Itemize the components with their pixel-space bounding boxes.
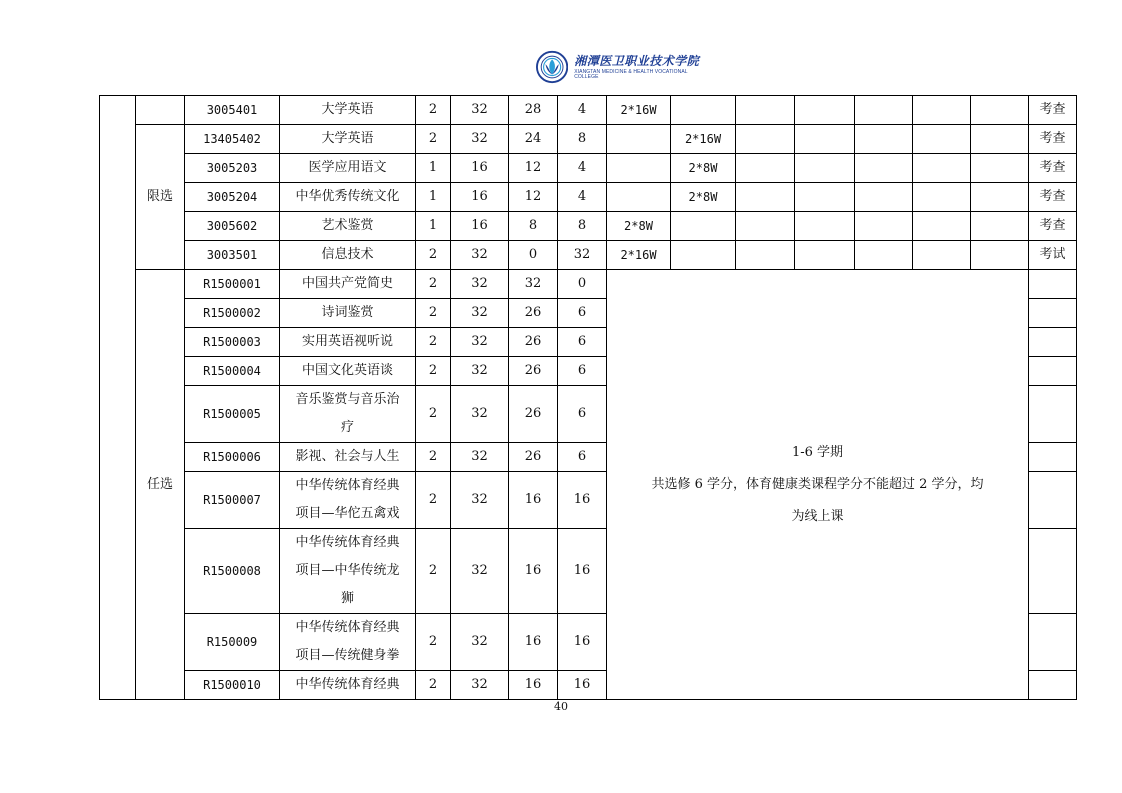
credit-cell: 2 bbox=[416, 299, 451, 328]
hours-cell: 16 bbox=[451, 154, 509, 183]
credit-cell: 2 bbox=[416, 241, 451, 270]
theory-cell: 16 bbox=[509, 671, 558, 700]
course-name: 中国共产党简史 bbox=[280, 270, 416, 299]
theory-cell: 32 bbox=[509, 270, 558, 299]
credit-cell: 1 bbox=[416, 212, 451, 241]
course-name bbox=[280, 614, 416, 671]
hours-cell: 32 bbox=[451, 386, 509, 443]
exam-type-cell bbox=[1029, 299, 1077, 328]
hours-cell: 32 bbox=[451, 357, 509, 386]
extra-cell bbox=[971, 241, 1029, 270]
table-row bbox=[100, 212, 1077, 241]
semester-1-cell: 2*8W bbox=[607, 212, 671, 241]
course-code: R1500002 bbox=[185, 299, 280, 328]
table-row bbox=[100, 96, 1077, 125]
hours-cell: 32 bbox=[451, 125, 509, 154]
table-row bbox=[100, 183, 1077, 212]
course-code: 13405402 bbox=[185, 125, 280, 154]
semester-1-cell bbox=[607, 125, 671, 154]
credit-cell: 1 bbox=[416, 183, 451, 212]
theory-cell: 28 bbox=[509, 96, 558, 125]
semester-3-cell bbox=[736, 241, 795, 270]
practice-cell: 6 bbox=[558, 357, 607, 386]
extra-cell bbox=[971, 125, 1029, 154]
college-name-cn: 湘潭医卫职业技术学院 bbox=[574, 53, 700, 68]
page-number: 40 bbox=[554, 700, 568, 713]
table-row bbox=[100, 154, 1077, 183]
theory-cell: 26 bbox=[509, 357, 558, 386]
course-name-line: 项目—传统健身拳 bbox=[295, 648, 400, 663]
semester-4-cell bbox=[795, 154, 855, 183]
semester-1-cell: 2*16W bbox=[607, 96, 671, 125]
practice-cell: 8 bbox=[558, 212, 607, 241]
hours-cell: 32 bbox=[451, 443, 509, 472]
semester-4-cell bbox=[795, 183, 855, 212]
group-label-renxuan: 任选 bbox=[136, 270, 185, 700]
semester-6-cell bbox=[913, 241, 971, 270]
practice-cell: 8 bbox=[558, 125, 607, 154]
hours-cell: 32 bbox=[451, 96, 509, 125]
theory-cell: 12 bbox=[509, 183, 558, 212]
course-code: 3005401 bbox=[185, 96, 280, 125]
practice-cell: 4 bbox=[558, 183, 607, 212]
semester-5-cell bbox=[855, 96, 913, 125]
semester-5-cell bbox=[855, 212, 913, 241]
exam-type-cell: 考查 bbox=[1029, 183, 1077, 212]
exam-type-cell bbox=[1029, 357, 1077, 386]
semester-6-cell bbox=[913, 212, 971, 241]
semester-1-cell bbox=[607, 154, 671, 183]
credit-cell: 2 bbox=[416, 270, 451, 299]
semester-5-cell bbox=[855, 183, 913, 212]
exam-type-cell bbox=[1029, 386, 1077, 443]
hours-cell: 32 bbox=[451, 472, 509, 529]
theory-cell: 24 bbox=[509, 125, 558, 154]
exam-type-cell bbox=[1029, 529, 1077, 614]
theory-cell: 16 bbox=[509, 614, 558, 671]
extra-cell bbox=[971, 154, 1029, 183]
credit-cell: 2 bbox=[416, 529, 451, 614]
hours-cell: 16 bbox=[451, 183, 509, 212]
hours-cell: 32 bbox=[451, 614, 509, 671]
exam-type-cell: 考查 bbox=[1029, 154, 1077, 183]
practice-cell: 16 bbox=[558, 529, 607, 614]
course-code: R1500003 bbox=[185, 328, 280, 357]
exam-type-cell: 考查 bbox=[1029, 96, 1077, 125]
course-name: 诗词鉴赏 bbox=[280, 299, 416, 328]
semester-5-cell bbox=[855, 154, 913, 183]
college-emblem-icon bbox=[536, 50, 568, 84]
credit-cell: 2 bbox=[416, 357, 451, 386]
course-name: 中国文化英语谈 bbox=[280, 357, 416, 386]
semester-1-cell: 2*16W bbox=[607, 241, 671, 270]
course-table bbox=[99, 95, 1077, 700]
note-line-1: 1-6 学期 bbox=[791, 444, 844, 460]
semester-3-cell bbox=[736, 125, 795, 154]
course-code: R1500008 bbox=[185, 529, 280, 614]
practice-cell: 16 bbox=[558, 614, 607, 671]
theory-cell: 16 bbox=[509, 472, 558, 529]
semester-2-cell bbox=[671, 96, 736, 125]
semester-6-cell bbox=[913, 125, 971, 154]
course-name: 大学英语 bbox=[280, 125, 416, 154]
course-code: 3005203 bbox=[185, 154, 280, 183]
practice-cell: 4 bbox=[558, 154, 607, 183]
course-name: 大学英语 bbox=[280, 96, 416, 125]
extra-cell bbox=[971, 183, 1029, 212]
hours-cell: 32 bbox=[451, 270, 509, 299]
course-name-line: 音乐鉴赏与音乐治 bbox=[295, 392, 400, 407]
credit-cell: 2 bbox=[416, 443, 451, 472]
course-name-line: 项目—华佗五禽戏 bbox=[295, 506, 400, 521]
course-code: R1500005 bbox=[185, 386, 280, 443]
exam-type-cell: 考查 bbox=[1029, 125, 1077, 154]
course-name-line: 项目—中华传统龙 bbox=[295, 563, 400, 578]
semester-5-cell bbox=[855, 125, 913, 154]
credit-cell: 2 bbox=[416, 96, 451, 125]
course-name: 医学应用语文 bbox=[280, 154, 416, 183]
semester-4-cell bbox=[795, 125, 855, 154]
course-name bbox=[280, 472, 416, 529]
exam-type-cell bbox=[1029, 443, 1077, 472]
theory-cell: 16 bbox=[509, 529, 558, 614]
table-row bbox=[100, 270, 1077, 299]
semester-3-cell bbox=[736, 96, 795, 125]
semester-6-cell bbox=[913, 183, 971, 212]
practice-cell: 16 bbox=[558, 472, 607, 529]
course-name-line: 疗 bbox=[340, 420, 354, 435]
exam-type-cell: 考查 bbox=[1029, 212, 1077, 241]
course-name: 影视、社会与人生 bbox=[280, 443, 416, 472]
table-row bbox=[100, 125, 1077, 154]
course-name bbox=[280, 386, 416, 443]
practice-cell: 4 bbox=[558, 96, 607, 125]
theory-cell: 26 bbox=[509, 328, 558, 357]
course-name-line: 中华传统体育经典 bbox=[295, 535, 400, 550]
theory-cell: 26 bbox=[509, 443, 558, 472]
theory-cell: 26 bbox=[509, 299, 558, 328]
practice-cell: 16 bbox=[558, 671, 607, 700]
semester-4-cell bbox=[795, 212, 855, 241]
practice-cell: 6 bbox=[558, 386, 607, 443]
practice-cell: 6 bbox=[558, 299, 607, 328]
credit-cell: 1 bbox=[416, 154, 451, 183]
hours-cell: 16 bbox=[451, 212, 509, 241]
credit-cell: 2 bbox=[416, 328, 451, 357]
credit-cell: 2 bbox=[416, 386, 451, 443]
credit-cell: 2 bbox=[416, 671, 451, 700]
semester-2-cell bbox=[671, 212, 736, 241]
hours-cell: 32 bbox=[451, 328, 509, 357]
group-label-xianxuan: 限选 bbox=[136, 125, 185, 270]
course-name: 中华传统体育经典 bbox=[280, 671, 416, 700]
exam-type-cell bbox=[1029, 472, 1077, 529]
semester-1-cell bbox=[607, 183, 671, 212]
course-code: R1500007 bbox=[185, 472, 280, 529]
hours-cell: 32 bbox=[451, 529, 509, 614]
course-name: 实用英语视听说 bbox=[280, 328, 416, 357]
course-code: R1500004 bbox=[185, 357, 280, 386]
course-name: 中华优秀传统文化 bbox=[280, 183, 416, 212]
extra-cell bbox=[971, 212, 1029, 241]
table-row bbox=[100, 241, 1077, 270]
practice-cell: 0 bbox=[558, 270, 607, 299]
exam-type-cell bbox=[1029, 671, 1077, 700]
note-line-2: 共选修 6 学分，体育健康类课程学分不能超过 2 学分，均 bbox=[651, 476, 984, 492]
theory-cell: 12 bbox=[509, 154, 558, 183]
semester-6-cell bbox=[913, 96, 971, 125]
course-code: R1500006 bbox=[185, 443, 280, 472]
theory-cell: 26 bbox=[509, 386, 558, 443]
college-name-en: XIANGTAN MEDICINE & HEALTH VOCATIONAL COLLEGE bbox=[574, 68, 688, 80]
exam-type-cell bbox=[1029, 614, 1077, 671]
semester-2-cell: 2*16W bbox=[671, 125, 736, 154]
hours-cell: 32 bbox=[451, 299, 509, 328]
course-code: 3003501 bbox=[185, 241, 280, 270]
semester-3-cell bbox=[736, 154, 795, 183]
course-name-line: 中华传统体育经典 bbox=[295, 620, 400, 635]
elective-note bbox=[607, 270, 1029, 700]
course-name: 信息技术 bbox=[280, 241, 416, 270]
practice-cell: 32 bbox=[558, 241, 607, 270]
semester-2-cell: 2*8W bbox=[671, 183, 736, 212]
course-code: 3005602 bbox=[185, 212, 280, 241]
course-code: R1500001 bbox=[185, 270, 280, 299]
course-name-line: 狮 bbox=[340, 591, 354, 606]
course-code: R150009 bbox=[185, 614, 280, 671]
category-cell bbox=[100, 96, 136, 700]
course-name bbox=[280, 529, 416, 614]
exam-type-cell bbox=[1029, 270, 1077, 299]
semester-4-cell bbox=[795, 241, 855, 270]
credit-cell: 2 bbox=[416, 614, 451, 671]
semester-2-cell: 2*8W bbox=[671, 154, 736, 183]
hours-cell: 32 bbox=[451, 671, 509, 700]
extra-cell bbox=[971, 96, 1029, 125]
exam-type-cell bbox=[1029, 328, 1077, 357]
group-cell bbox=[136, 96, 185, 125]
course-code: R1500010 bbox=[185, 671, 280, 700]
theory-cell: 0 bbox=[509, 241, 558, 270]
note-line-3: 为线上课 bbox=[791, 508, 844, 524]
course-code: 3005204 bbox=[185, 183, 280, 212]
theory-cell: 8 bbox=[509, 212, 558, 241]
hours-cell: 32 bbox=[451, 241, 509, 270]
college-logo bbox=[536, 48, 706, 86]
exam-type-cell: 考试 bbox=[1029, 241, 1077, 270]
semester-3-cell bbox=[736, 212, 795, 241]
semester-4-cell bbox=[795, 96, 855, 125]
semester-2-cell bbox=[671, 241, 736, 270]
credit-cell: 2 bbox=[416, 125, 451, 154]
semester-5-cell bbox=[855, 241, 913, 270]
practice-cell: 6 bbox=[558, 443, 607, 472]
semester-3-cell bbox=[736, 183, 795, 212]
practice-cell: 6 bbox=[558, 328, 607, 357]
course-name: 艺术鉴赏 bbox=[280, 212, 416, 241]
credit-cell: 2 bbox=[416, 472, 451, 529]
course-name-line: 中华传统体育经典 bbox=[295, 478, 400, 493]
semester-6-cell bbox=[913, 154, 971, 183]
